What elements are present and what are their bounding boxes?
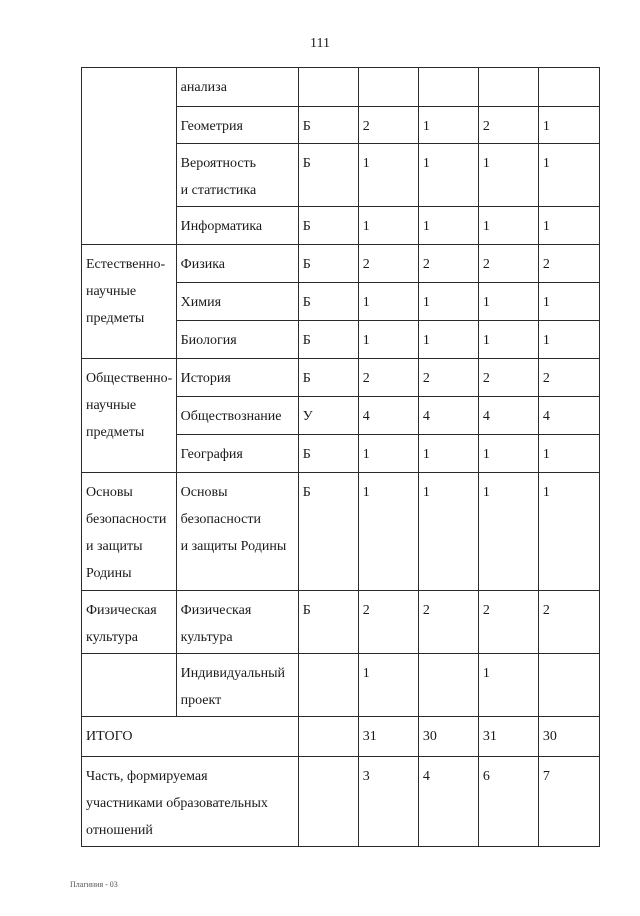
hours-cell <box>478 68 538 107</box>
hours-cell: 1 <box>478 144 538 207</box>
hours-cell: 1 <box>358 144 418 207</box>
level-cell: Б <box>298 473 358 591</box>
total-label: ИТОГО <box>82 717 299 757</box>
hours-cell: 1 <box>418 144 478 207</box>
hours-cell: 1 <box>538 283 599 321</box>
level-cell: Б <box>298 321 358 359</box>
subject-cell: Физика <box>176 245 298 283</box>
subject-cell: География <box>176 435 298 473</box>
level-cell: Б <box>298 245 358 283</box>
hours-cell: 2 <box>538 591 599 654</box>
hours-cell: 1 <box>538 107 599 144</box>
hours-cell: 2 <box>358 591 418 654</box>
hours-cell: 6 <box>478 757 538 847</box>
level-cell <box>298 757 358 847</box>
hours-cell <box>538 654 599 717</box>
level-cell <box>298 654 358 717</box>
hours-cell: 1 <box>478 654 538 717</box>
hours-cell: 4 <box>538 397 599 435</box>
hours-cell <box>418 68 478 107</box>
subject-cell: Вероятность и статистика <box>176 144 298 207</box>
level-cell: Б <box>298 144 358 207</box>
hours-cell: 2 <box>478 245 538 283</box>
level-cell: Б <box>298 207 358 245</box>
total-hours-cell: 30 <box>538 717 599 757</box>
hours-cell: 2 <box>538 359 599 397</box>
hours-cell: 1 <box>478 473 538 591</box>
table-row <box>82 473 600 591</box>
subject-cell: Биология <box>176 321 298 359</box>
hours-cell: 1 <box>478 207 538 245</box>
subject-cell: Геометрия <box>176 107 298 144</box>
subject-cell: История <box>176 359 298 397</box>
level-cell <box>298 68 358 107</box>
page-number: 111 <box>310 36 330 51</box>
subject-cell: Обществознание <box>176 397 298 435</box>
hours-cell: 1 <box>418 207 478 245</box>
level-cell: Б <box>298 435 358 473</box>
hours-cell: 2 <box>358 107 418 144</box>
hours-cell: 4 <box>418 757 478 847</box>
footer-note: Плагиния - 03 <box>70 880 118 889</box>
curriculum-table <box>81 67 600 847</box>
hours-cell: 1 <box>538 207 599 245</box>
hours-cell: 2 <box>418 591 478 654</box>
subject-cell: Химия <box>176 283 298 321</box>
hours-cell: 1 <box>538 144 599 207</box>
subject-cell: Информатика <box>176 207 298 245</box>
total-row <box>82 717 600 757</box>
hours-cell <box>538 68 599 107</box>
hours-cell <box>358 68 418 107</box>
level-cell <box>298 717 358 757</box>
hours-cell: 1 <box>418 321 478 359</box>
hours-cell: 2 <box>478 591 538 654</box>
table-row <box>82 654 600 717</box>
subject-area-cell: Общественно- научные предметы <box>82 359 177 473</box>
hours-cell: 1 <box>538 435 599 473</box>
hours-cell: 3 <box>358 757 418 847</box>
subject-cell: Физическая культура <box>176 591 298 654</box>
hours-cell: 1 <box>478 321 538 359</box>
level-cell: Б <box>298 591 358 654</box>
table-row <box>82 68 600 107</box>
subject-area-cell: Основы безопасности и защиты Родины <box>82 473 177 591</box>
participants-label: Часть, формируемая участниками образовательных отношений <box>82 757 299 847</box>
hours-cell: 7 <box>538 757 599 847</box>
subject-cell: Основы безопасности и защиты Родины <box>176 473 298 591</box>
hours-cell: 2 <box>538 245 599 283</box>
level-cell: Б <box>298 283 358 321</box>
level-cell: Б <box>298 107 358 144</box>
hours-cell: 1 <box>538 473 599 591</box>
hours-cell <box>418 654 478 717</box>
table-row <box>82 591 600 654</box>
hours-cell: 2 <box>478 107 538 144</box>
hours-cell: 1 <box>358 473 418 591</box>
hours-cell: 1 <box>478 435 538 473</box>
hours-cell: 1 <box>478 283 538 321</box>
hours-cell: 1 <box>418 473 478 591</box>
participants-row <box>82 757 600 847</box>
subject-cell: Индивидуальный проект <box>176 654 298 717</box>
total-hours-cell: 30 <box>418 717 478 757</box>
hours-cell: 1 <box>358 654 418 717</box>
hours-cell: 1 <box>358 321 418 359</box>
subject-area-cell <box>82 654 177 717</box>
hours-cell: 1 <box>358 283 418 321</box>
subject-area-cell: Естественно- научные предметы <box>82 245 177 359</box>
subject-area-cell <box>82 68 177 245</box>
level-cell: У <box>298 397 358 435</box>
hours-cell: 1 <box>358 207 418 245</box>
subject-cell: анализа <box>176 68 298 107</box>
hours-cell: 2 <box>418 245 478 283</box>
hours-cell: 1 <box>418 107 478 144</box>
hours-cell: 2 <box>478 359 538 397</box>
hours-cell: 1 <box>358 435 418 473</box>
hours-cell: 2 <box>418 359 478 397</box>
hours-cell: 2 <box>358 359 418 397</box>
hours-cell: 2 <box>358 245 418 283</box>
subject-area-cell: Физическая культура <box>82 591 177 654</box>
hours-cell: 1 <box>538 321 599 359</box>
table-row <box>82 359 600 397</box>
table-row <box>82 245 600 283</box>
level-cell: Б <box>298 359 358 397</box>
hours-cell: 1 <box>418 435 478 473</box>
total-hours-cell: 31 <box>478 717 538 757</box>
hours-cell: 4 <box>418 397 478 435</box>
hours-cell: 4 <box>358 397 418 435</box>
hours-cell: 4 <box>478 397 538 435</box>
hours-cell: 1 <box>418 283 478 321</box>
total-hours-cell: 31 <box>358 717 418 757</box>
